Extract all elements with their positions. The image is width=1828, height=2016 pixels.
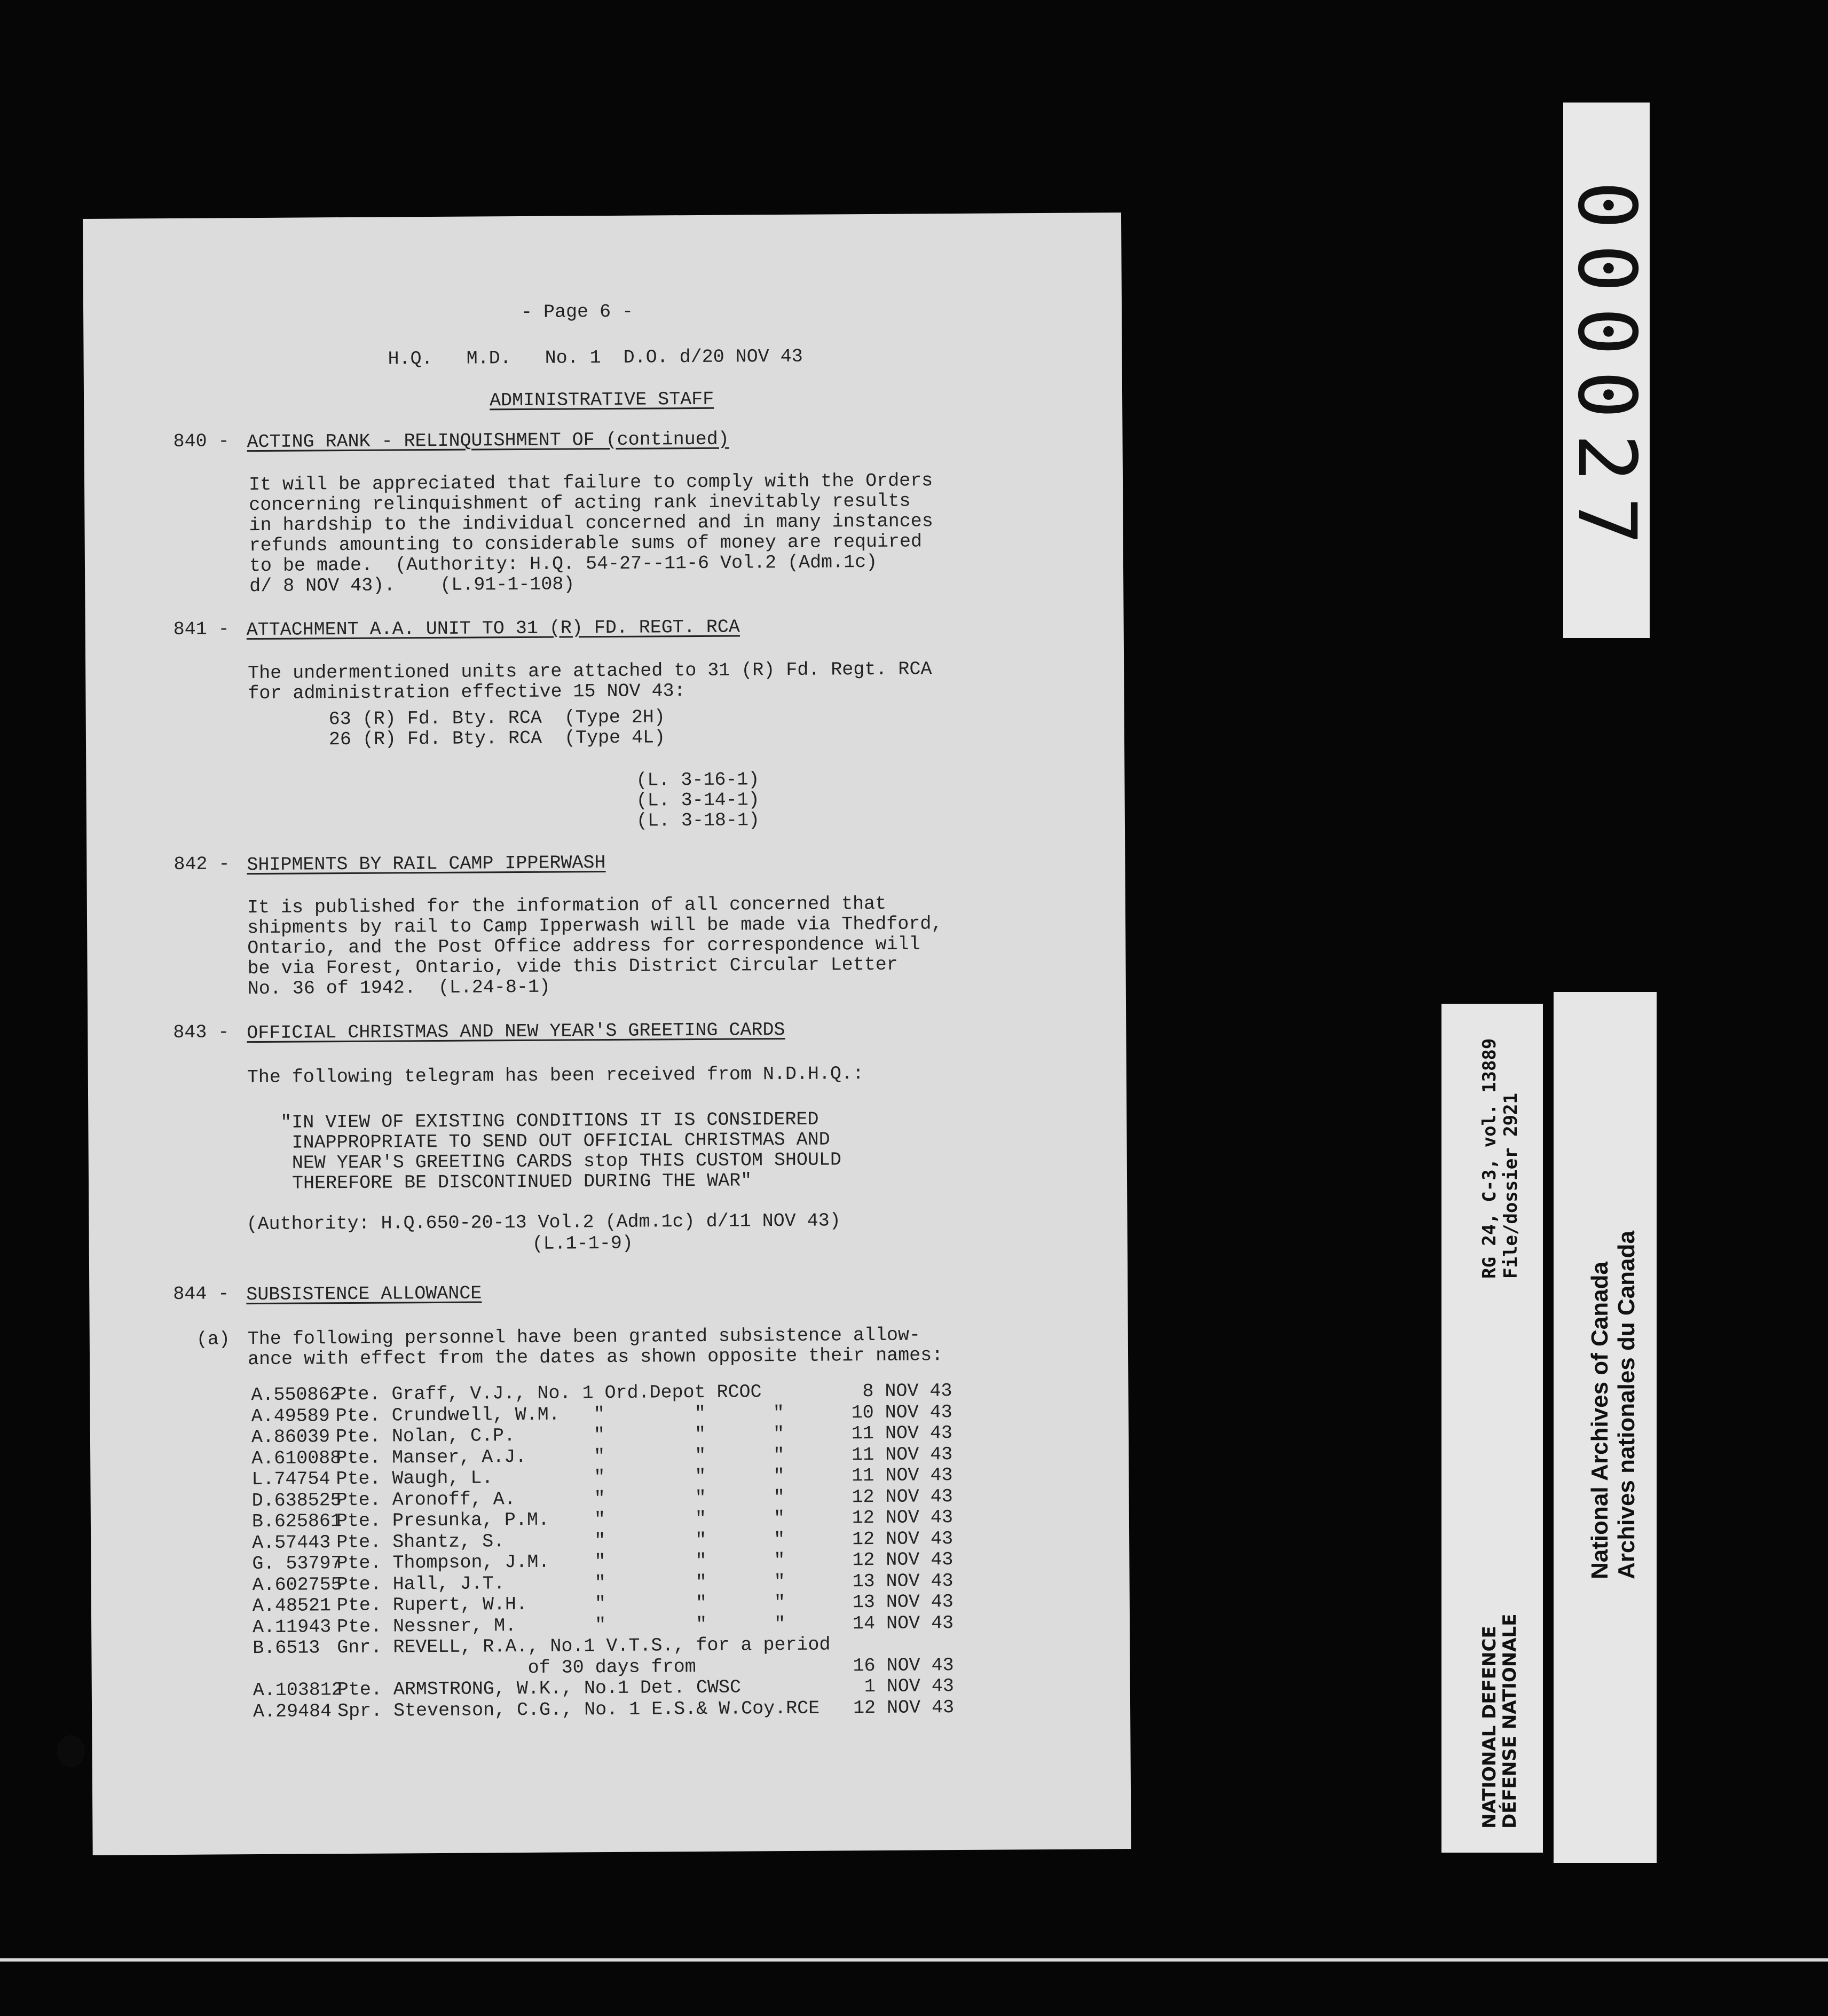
document-page xyxy=(83,212,1131,1855)
page-number: - Page 6 - xyxy=(521,301,634,323)
name-unit: Thompson, J.M. " " " xyxy=(392,1550,785,1574)
service-number: A.86039 xyxy=(251,1426,330,1448)
telegram-intro: The following telegram has been received from N.D.H.Q.: xyxy=(247,1063,864,1089)
name-unit: Hall, J.T. " " " xyxy=(392,1571,785,1595)
effective-date: 11 NOV 43 xyxy=(851,1422,953,1445)
department-line-1: NATIONAL DEFENCE xyxy=(1479,1626,1500,1829)
telegram-authority: (Authority: H.Q.650-20-13 Vol.2 (Adm.1c) d/11 NOV 43) xyxy=(246,1210,841,1235)
name-unit: Shantz, S. " " " xyxy=(392,1529,785,1553)
rank: Gnr. xyxy=(337,1636,382,1659)
item-number-841: 841 - xyxy=(173,618,230,640)
service-number: A.29484 xyxy=(253,1700,332,1722)
text-line: The undermentioned units are attached to 31 (R) Fd. Regt. RCA xyxy=(248,658,932,684)
item-number-843: 843 - xyxy=(173,1021,230,1043)
rank: Pte. xyxy=(336,1616,382,1637)
text-line: (L. 3-18-1) xyxy=(636,809,760,832)
text-line: It will be appreciated that failure to comply with the Orders xyxy=(248,470,933,496)
effective-date: 8 NOV 43 xyxy=(862,1380,952,1403)
text-line: INAPPROPRIATE TO SEND OUT OFFICIAL CHRISTMAS AND xyxy=(280,1129,830,1154)
rank: Pte. xyxy=(336,1552,382,1574)
item-number-844: 844 - xyxy=(173,1283,230,1305)
item-title-841: ATTACHMENT A.A. UNIT TO 31 (R) FD. REGT. RCA xyxy=(246,616,740,641)
service-number: A.103812 xyxy=(253,1679,343,1702)
text-line: d/ 8 NOV 43). (L.91-1-108) xyxy=(249,573,575,597)
archives-name-english: National Archives of Canada xyxy=(1587,1262,1613,1579)
text-line: (L. 3-14-1) xyxy=(636,789,760,812)
effective-date: 12 NOV 43 xyxy=(852,1507,954,1529)
frame-number-label xyxy=(1560,103,1653,638)
service-number: A.602755 xyxy=(252,1573,342,1596)
effective-date: 1 NOV 43 xyxy=(864,1675,954,1698)
text-line: 26 (R) Fd. Bty. RCA (Type 4L) xyxy=(328,727,666,751)
effective-date: 12 NOV 43 xyxy=(852,1549,954,1571)
rank: Pte. xyxy=(336,1531,382,1553)
rank: Pte. xyxy=(336,1573,382,1595)
effective-date: 11 NOV 43 xyxy=(852,1464,953,1487)
text-line: be via Forest, Ontario, vide this District Circular Letter xyxy=(247,954,898,980)
effective-date: 10 NOV 43 xyxy=(851,1401,952,1423)
archive-ref-line-2: File/dossier 2921 xyxy=(1500,1093,1522,1279)
name-unit: of 30 days from xyxy=(393,1656,696,1679)
service-number: A.57443 xyxy=(252,1531,331,1554)
item-number-842: 842 - xyxy=(174,853,230,875)
name-unit: Nolan, C.P. " " " xyxy=(391,1423,785,1447)
effective-date: 13 NOV 43 xyxy=(852,1591,954,1613)
rank: Pte. xyxy=(336,1594,382,1617)
service-number: G. 53797 xyxy=(252,1553,342,1575)
section-heading: ADMINISTRATIVE STAFF xyxy=(489,388,714,412)
rank: Pte. xyxy=(336,1510,382,1532)
rank: Pte. xyxy=(336,1447,381,1469)
service-number: A.550862 xyxy=(251,1384,341,1406)
text-line: for administration effective 15 NOV 43: xyxy=(248,680,686,705)
service-number: A.49589 xyxy=(251,1405,330,1427)
item-title-842: SHIPMENTS BY RAIL CAMP IPPERWASH xyxy=(247,852,606,876)
service-number: L.74754 xyxy=(251,1468,330,1491)
name-unit: Presunka, P.M. " " " xyxy=(392,1508,785,1532)
effective-date: 12 NOV 43 xyxy=(853,1696,955,1719)
text-line: shipments by rail to Camp Ipperwash will be made via Thedford, xyxy=(247,913,943,939)
service-number: A.48521 xyxy=(252,1595,332,1617)
text-line: to be made. (Authority: H.Q. 54-27--11-6 Vol.2 (Adm.1c) xyxy=(249,551,878,577)
text-line: The following personnel have been granted subsistence allow- xyxy=(247,1324,921,1350)
effective-date: 16 NOV 43 xyxy=(853,1654,954,1676)
text-line: refunds amounting to considerable sums of money are required xyxy=(249,531,923,557)
effective-date: 14 NOV 43 xyxy=(852,1612,954,1634)
service-number: B.625861 xyxy=(251,1510,342,1533)
text-line: (L. 3-16-1) xyxy=(636,769,760,791)
rank: Spr. xyxy=(337,1700,383,1722)
hq-line: H.Q. M.D. No. 1 D.O. d/20 NOV 43 xyxy=(388,345,803,370)
text-line: "IN VIEW OF EXISTING CONDITIONS IT IS CONSIDERED xyxy=(280,1108,819,1133)
rank: Pte. xyxy=(335,1405,381,1427)
item-title-843: OFFICIAL CHRISTMAS AND NEW YEAR'S GREETING CARDS xyxy=(247,1019,785,1044)
rank: Pte. xyxy=(335,1426,381,1448)
effective-date: 12 NOV 43 xyxy=(852,1527,954,1550)
punch-hole xyxy=(57,1735,85,1767)
text-line: concerning relinquishment of acting rank inevitably results xyxy=(249,490,911,516)
item-number-840: 840 - xyxy=(173,430,230,452)
text-line: NEW YEAR'S GREETING CARDS stop THIS CUSTOM SHOULD xyxy=(280,1149,842,1174)
text-line: THEREFORE BE DISCONTINUED DURING THE WAR" xyxy=(280,1170,752,1194)
name-unit: ARMSTRONG, W.K., No.1 Det. CWSC xyxy=(393,1676,742,1700)
effective-date: 11 NOV 43 xyxy=(852,1443,953,1466)
effective-date: 13 NOV 43 xyxy=(852,1570,954,1592)
subsection-label-a: (a) xyxy=(196,1328,230,1350)
archive-reference-strip xyxy=(1441,1004,1543,1853)
effective-date: 12 NOV 43 xyxy=(852,1485,953,1508)
scan-border-line xyxy=(0,1958,1828,1962)
name-unit: Crundwell, W.M. " " " xyxy=(391,1402,784,1427)
rank: Pte. xyxy=(336,1468,381,1490)
service-number: D.638525 xyxy=(251,1489,342,1511)
text-line: It is published for the information of all concerned that xyxy=(247,893,887,919)
department-line-2: DÉFENSE NATIONALE xyxy=(1499,1613,1520,1829)
service-number: B.6513 xyxy=(253,1637,320,1659)
name-unit: Graff, V.J., No. 1 Ord.Depot RCOC xyxy=(391,1381,762,1405)
name-unit: Stevenson, C.G., No. 1 E.S.& W.Coy.RCE xyxy=(393,1697,820,1721)
name-unit: Nessner, M. " " " xyxy=(392,1613,786,1637)
rank: Pte. xyxy=(337,1679,382,1701)
frame-number: 000027 xyxy=(1560,180,1653,560)
name-unit: Waugh, L. " " " xyxy=(392,1466,785,1490)
rank: Pte. xyxy=(336,1489,381,1511)
name-unit: REVELL, R.A., No.1 V.T.S., for a period xyxy=(393,1634,831,1658)
telegram-reference: (L.1-1-9) xyxy=(532,1232,633,1255)
text-line: 63 (R) Fd. Bty. RCA (Type 2H) xyxy=(328,706,665,730)
rank: Pte. xyxy=(335,1383,381,1406)
service-number: A.610088 xyxy=(251,1447,342,1469)
text-line: ance with effect from the dates as shown opposite their names: xyxy=(247,1344,943,1371)
name-unit: Rupert, W.H. " " " xyxy=(392,1592,786,1616)
archives-name-french: Archives nationales du Canada xyxy=(1613,1231,1640,1579)
name-unit: Manser, A.J. " " " xyxy=(392,1444,785,1469)
item-title-844: SUBSISTENCE ALLOWANCE xyxy=(246,1282,482,1306)
name-unit: Aronoff, A. " " " xyxy=(392,1486,785,1511)
text-line: No. 36 of 1942. (L.24-8-1) xyxy=(247,976,551,1000)
text-line: in hardship to the individual concerned and in many instances xyxy=(249,510,933,537)
archives-name-strip xyxy=(1554,992,1657,1863)
service-number: A.11943 xyxy=(252,1616,332,1638)
archive-ref-line-1: RG 24, C-3, vol. 13889 xyxy=(1479,1038,1500,1279)
item-title-840: ACTING RANK - RELINQUISHMENT OF (continued) xyxy=(247,428,729,453)
text-line: Ontario, and the Post Office address for correspondence will xyxy=(247,933,920,959)
